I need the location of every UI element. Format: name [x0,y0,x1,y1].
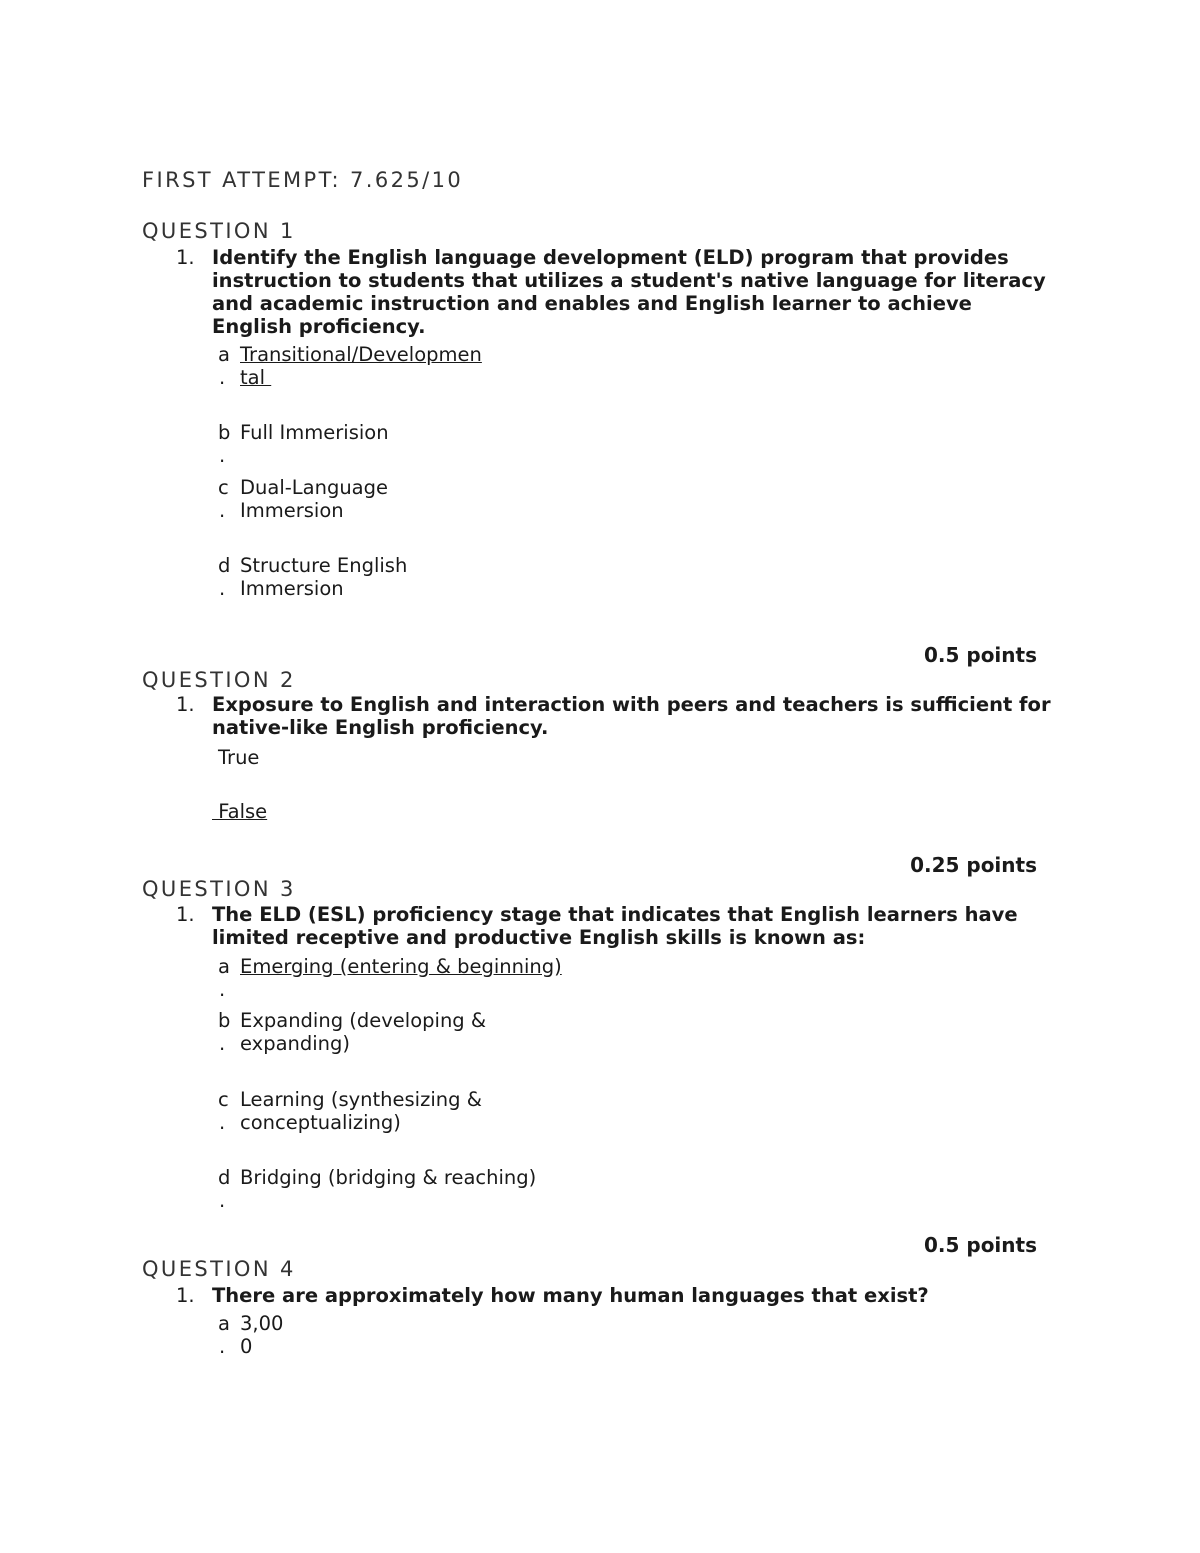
option-dot: . [219,1032,226,1055]
question-4-points: 0.5 points [923,1233,1037,1257]
option-line: Immersion [240,577,344,600]
question-3-number: 1. [176,903,195,926]
question-3-stem [176,903,1056,949]
q2-option-false[interactable]: False [212,800,268,823]
option-line: expanding) [240,1032,351,1055]
stem-line: There are approximately how many human languages that exist? [212,1284,929,1307]
question-4-stem [176,1284,1056,1307]
option-text [240,554,407,600]
question-2-points: 0.5 points [923,643,1037,667]
q2-option-true[interactable]: True [218,746,260,769]
stem-line: The ELD (ESL) proficiency stage that indicates that English learners have [212,903,1018,926]
option-line: 0 [240,1335,253,1358]
option-text [240,421,389,444]
option-text [240,1166,536,1189]
option-line: Immersion [240,499,344,522]
option-dot: . [219,444,226,467]
question-2-heading: QUESTION 2 [142,668,296,692]
option-dot: . [219,978,226,1001]
option-line: Dual-Language [240,476,389,499]
option-letter: a [218,1312,230,1335]
option-dot: . [219,1111,226,1134]
option-text [240,1088,482,1134]
question-2-number: 1. [176,693,195,716]
option-letter: b [218,421,231,444]
stem-line: instruction to students that utilizes a student's native language for literacy [212,269,1046,292]
stem-line: and academic instruction and enables and English learner to achieve [212,292,972,315]
option-line: Learning (synthesizing & [240,1088,482,1111]
option-line: Full Immerision [240,421,389,444]
stem-line: limited receptive and productive English skills is known as: [212,926,866,949]
option-line: Expanding (developing & [240,1009,487,1032]
stem-line: Identify the English language development (ELD) program that provides [212,246,1009,269]
option-letter: a [218,955,230,978]
option-text [240,1009,486,1055]
option-line: conceptualizing) [240,1111,401,1134]
option-letter: d [218,1166,231,1189]
option-dot: . [219,366,226,389]
option-text [240,955,562,978]
question-1-number: 1. [176,246,195,269]
option-line: Bridging (bridging & reaching) [240,1166,537,1189]
option-dot: . [219,1335,226,1358]
option-line: 3,00 [240,1312,284,1335]
option-letter: d [218,554,231,577]
option-text [240,1312,283,1358]
option-line: Transitional/Developmen [240,343,482,366]
option-line: Structure English [240,554,408,577]
question-1-stem [176,246,1056,338]
option-letter: c [218,1088,229,1111]
option-text [240,476,388,522]
option-letter: a [218,343,230,366]
option-text [240,343,482,389]
stem-line: English proficiency. [212,315,426,338]
stem-line: Exposure to English and interaction with peers and teachers is sufficient for [212,693,1051,716]
option-dot: . [219,577,226,600]
option-line: tal [240,366,272,389]
option-dot: . [219,1189,226,1212]
attempt-score-title: FIRST ATTEMPT: 7.625/10 [142,168,464,192]
question-1-heading: QUESTION 1 [142,219,296,243]
question-3-points: 0.25 points [910,853,1037,877]
option-letter: b [218,1009,231,1032]
option-dot: . [219,499,226,522]
option-letter: c [218,476,229,499]
stem-line: native-like English proficiency. [212,716,549,739]
option-line: Emerging (entering & beginning) [240,955,562,978]
question-4-heading: QUESTION 4 [142,1257,296,1281]
question-3-heading: QUESTION 3 [142,877,296,901]
question-2-stem [176,693,1056,739]
question-4-number: 1. [176,1284,195,1307]
